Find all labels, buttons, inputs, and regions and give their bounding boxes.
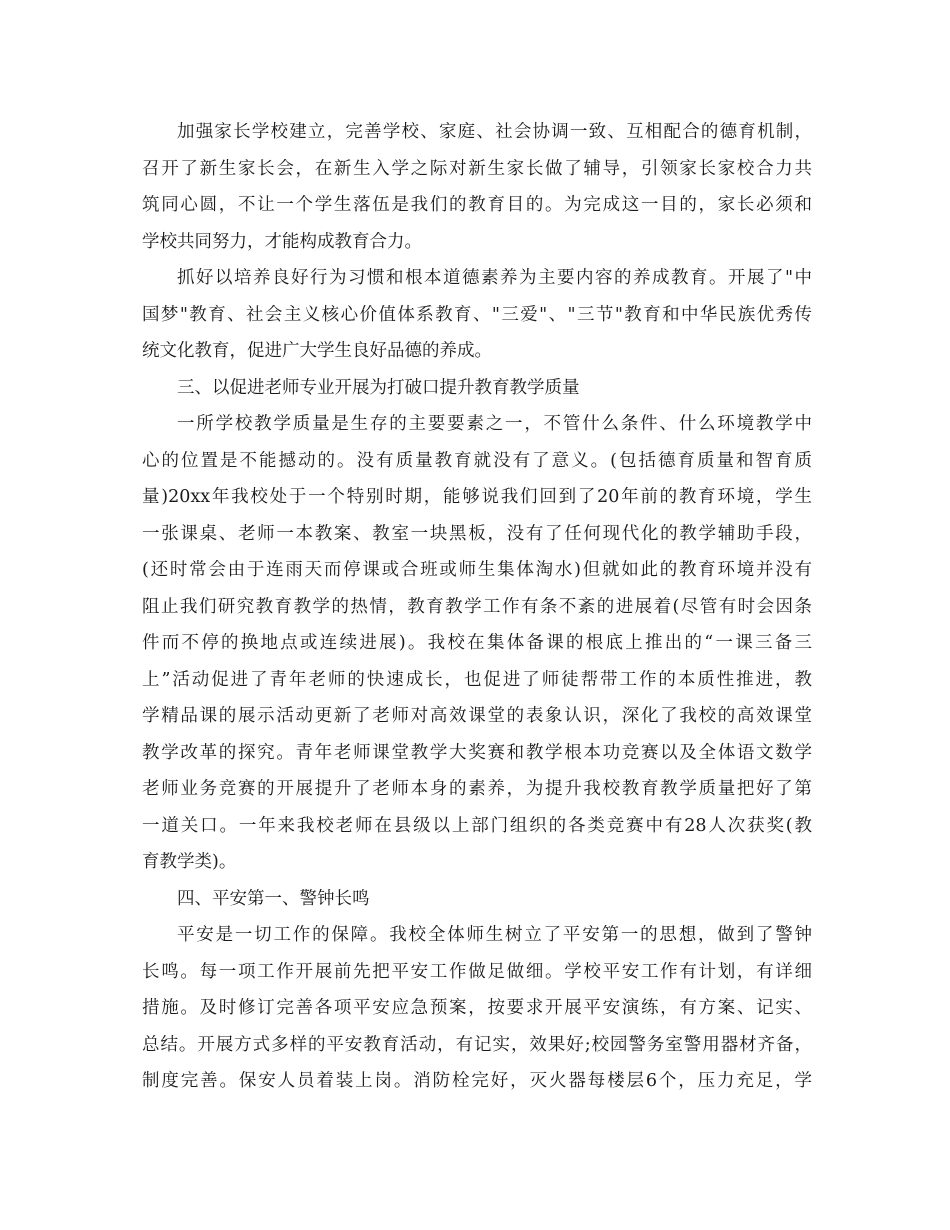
text-line: 长鸣。每一项工作开展前先把平安工作做足做细。学校平安工作有计划，有详细 (142, 961, 812, 982)
text-line: 阻止我们研究教育教学的热情，教育教学工作有条不紊的进展着(尽管有时会因条 (142, 596, 812, 617)
section-heading: 三、以促进老师专业开展为打破口提升教育教学质量 (177, 377, 580, 398)
text-line: 量)20xx年我校处于一个特别时期，能够说我们回到了20年前的教育环境，学生 (142, 487, 812, 507)
text-line: 平安是一切工作的保障。我校全体师生树立了平安第一的思想，做到了警钟 (177, 925, 812, 945)
text-line: 上”活动促进了青年老师的快速成长，也促进了师徒帮带工作的本质性推进，教 (142, 669, 812, 690)
text-line: 总结。开展方式多样的平安教育活动，有记实，效果好;校园警务室警用器材齐备， (142, 1034, 812, 1055)
text-line: 学精品课的展示活动更新了老师对高效课堂的表象认识，深化了我校的高效课堂 (142, 706, 812, 726)
text-line: 统文化教育，促进广大学生良好品德的养成。 (142, 341, 492, 361)
text-line: 制度完善。保安人员着装上岗。消防栓完好，灭火器每楼层6个，压力充足，学 (142, 1071, 812, 1091)
text-line: 件而不停的换地点或连续进展)。我校在集体备课的根底上推出的“一课三备三 (142, 633, 812, 653)
text-line: 召开了新生家长会，在新生入学之际对新生家长做了辅导，引领家长家校合力共 (142, 158, 812, 179)
text-line: 老师业务竞赛的开展提升了老师本身的素养，为提升我校教育教学质量把好了第 (142, 779, 812, 799)
text-line: 心的位置是不能撼动的。没有质量教育就没有了意义。(包括德育质量和智育质 (142, 450, 812, 471)
text-line: 育教学类)。 (142, 852, 237, 872)
text-line: (还时常会由于连雨天而停课或合班或师生集体淘水)但就如此的教育环境并没有 (142, 560, 812, 580)
section-heading: 四、平安第一、警钟长鸣 (177, 888, 370, 909)
text-line: 抓好以培养良好行为习惯和根本道德素养为主要内容的养成教育。开展了"中 (177, 268, 812, 288)
text-line: 教学改革的探究。青年老师课堂教学大奖赛和教学根本功竞赛以及全体语文数学 (142, 742, 812, 763)
text-line: 一道关口。一年来我校老师在县级以上部门组织的各类竞赛中有28人次获奖(教 (142, 815, 812, 836)
document-body (142, 114, 812, 1100)
text-line: 一所学校教学质量是生存的主要要素之一，不管什么条件、什么环境教学中 (177, 414, 812, 434)
text-line: 筑同心圆，不让一个学生落伍是我们的教育目的。为完成这一目的，家长必须和 (142, 195, 812, 215)
text-line: 措施。及时修订完善各项平安应急预案，按要求开展平安演练，有方案、记实、 (142, 998, 812, 1018)
text-line: 学校共同努力，才能构成教育合力。 (142, 231, 422, 252)
text-line: 一张课桌、老师一本教案、教室一块黑板，没有了任何现代化的教学辅助手段， (142, 523, 812, 544)
text-line: 加强家长学校建立，完善学校、家庭、社会协调一致、互相配合的德育机制， (177, 122, 812, 142)
text-line: 国梦"教育、社会主义核心价值体系教育、"三爱"、"三节"教育和中华民族优秀传 (142, 304, 812, 325)
